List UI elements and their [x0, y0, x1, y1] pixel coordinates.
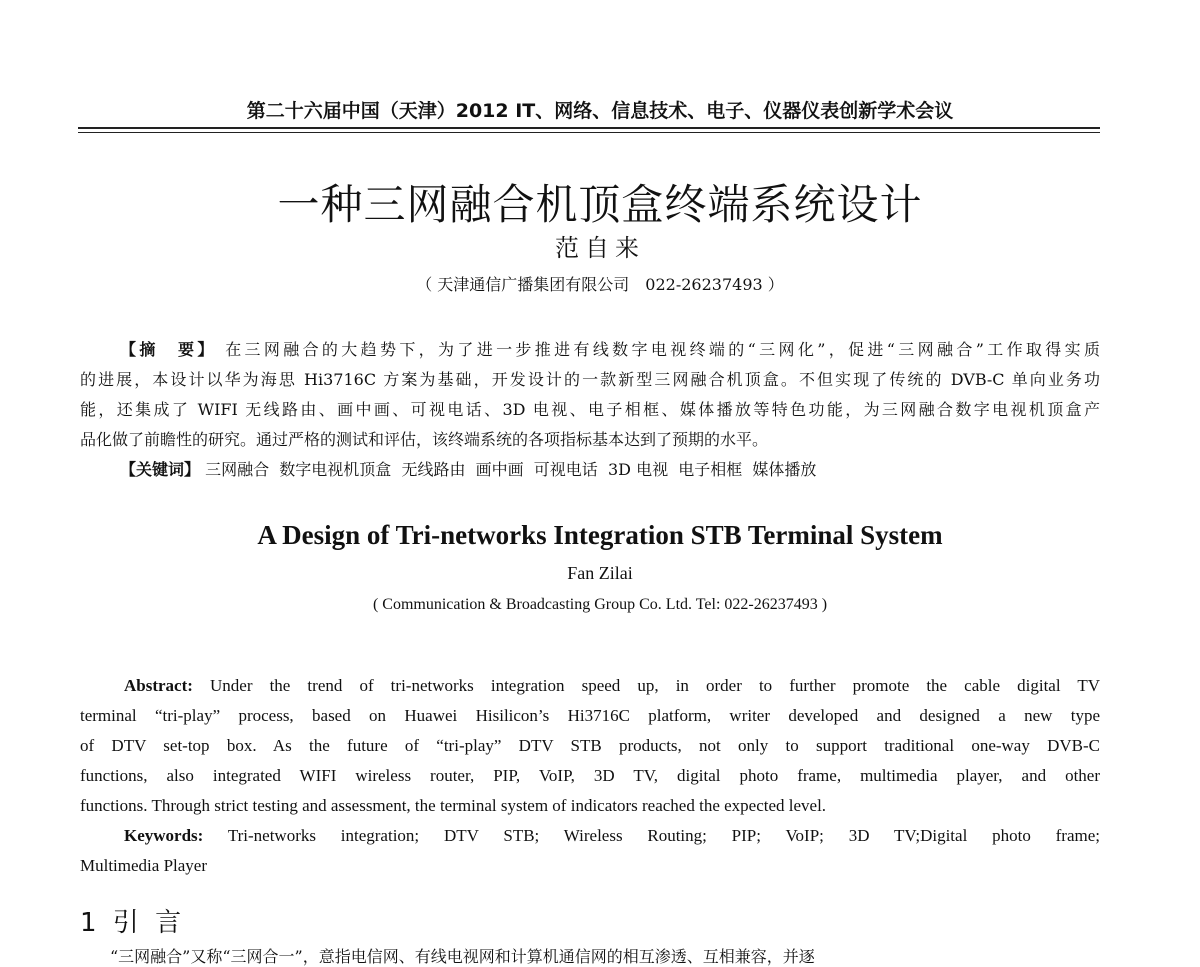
author-zh: 范自来	[555, 234, 645, 262]
paper-title-zh: 一种三网融合机顶盒终端系统设计	[277, 180, 923, 229]
keywords-en-line: Multimedia Player	[80, 856, 208, 875]
paper-title-en: A Design of Tri-networks Integration STB Terminal System	[257, 520, 943, 550]
abstract-zh-line: 的进展，本设计以华为海思 Hi3716C 方案为基础，开发设计的一款新型三网融合机顶盒。不但实现了传统的 DVB-C 单向业务功	[80, 370, 1100, 389]
affiliation-zh: （ 天津通信广播集团有限公司 022-26237493 ）	[416, 275, 784, 294]
abstract-zh-line: 品化做了前瞻性的研究。通过严格的测试和评估，该终端系统的各项指标基本达到了预期的水平。	[80, 430, 769, 449]
keywords-zh-text: 三网融合 数字电视机顶盒 无线路由 画中画 可视电话 3D 电视 电子相框 媒体播放	[205, 460, 817, 479]
abstract-zh-line	[120, 335, 1100, 365]
author-en: Fan Zilai	[567, 563, 633, 583]
abstract-en-line: terminal “tri-play” process, based on Huawei Hisilicon’s Hi3716C platform, writer developed and designed a new type	[80, 706, 1100, 725]
abstract-en-line: functions. Through strict testing and assessment, the terminal system of indicators reached the expected level.	[80, 796, 827, 815]
abstract-zh-line: 能，还集成了 WIFI 无线路由、画中画、可视电话、3D 电视、电子相框、媒体播放等特色功能，为三网融合数字电视机顶盒产	[80, 400, 1100, 419]
abstract-en-line: functions, also integrated WIFI wireless router, PIP, VoIP, 3D TV, digital photo frame, multimedia player, and other	[80, 766, 1100, 785]
abstract-en-text: Under the trend of tri-networks integration speed up, in order to further promote the cable digital TV	[210, 676, 1100, 695]
section-heading: 1 引 言	[80, 908, 186, 938]
keywords-en-label: Keywords:	[124, 826, 204, 845]
header-rule-thin	[78, 132, 1100, 133]
abstract-zh-label: 【摘 要】	[120, 340, 217, 359]
keywords-zh	[120, 455, 1140, 485]
abstract-en-label: Abstract:	[124, 676, 193, 695]
keywords-zh-label: 【关键词】	[120, 460, 201, 479]
keywords-en-text: Tri-networks integration; DTV STB; Wireless Routing; PIP; VoIP; 3D TV;Digital photo frame;	[227, 826, 1100, 845]
header-rule	[78, 127, 1100, 129]
body-partial-line: “三网融合”又称“三网合一”，意指电信网、有线电视网和计算机通信网的相互渗透、互相兼容，并逐	[110, 947, 815, 966]
abstract-en-line	[124, 671, 1100, 701]
affiliation-en: ( Communication & Broadcasting Group Co. Ltd. Tel: 022-26237493 )	[372, 596, 828, 613]
keywords-en	[124, 821, 1100, 851]
abstract-zh-text: 在三网融合的大趋势下，为了进一步推进有线数字电视终端的“三网化”，促进“三网融合”工作取得实质	[225, 340, 1100, 359]
abstract-en-line: of DTV set-top box. As the future of “tri-play” DTV STB products, not only to support traditional one-way DVB-C	[80, 736, 1100, 755]
conference-header: 第二十六届中国（天津）2012 IT、网络、信息技术、电子、仪器仪表创新学术会议	[246, 100, 954, 122]
